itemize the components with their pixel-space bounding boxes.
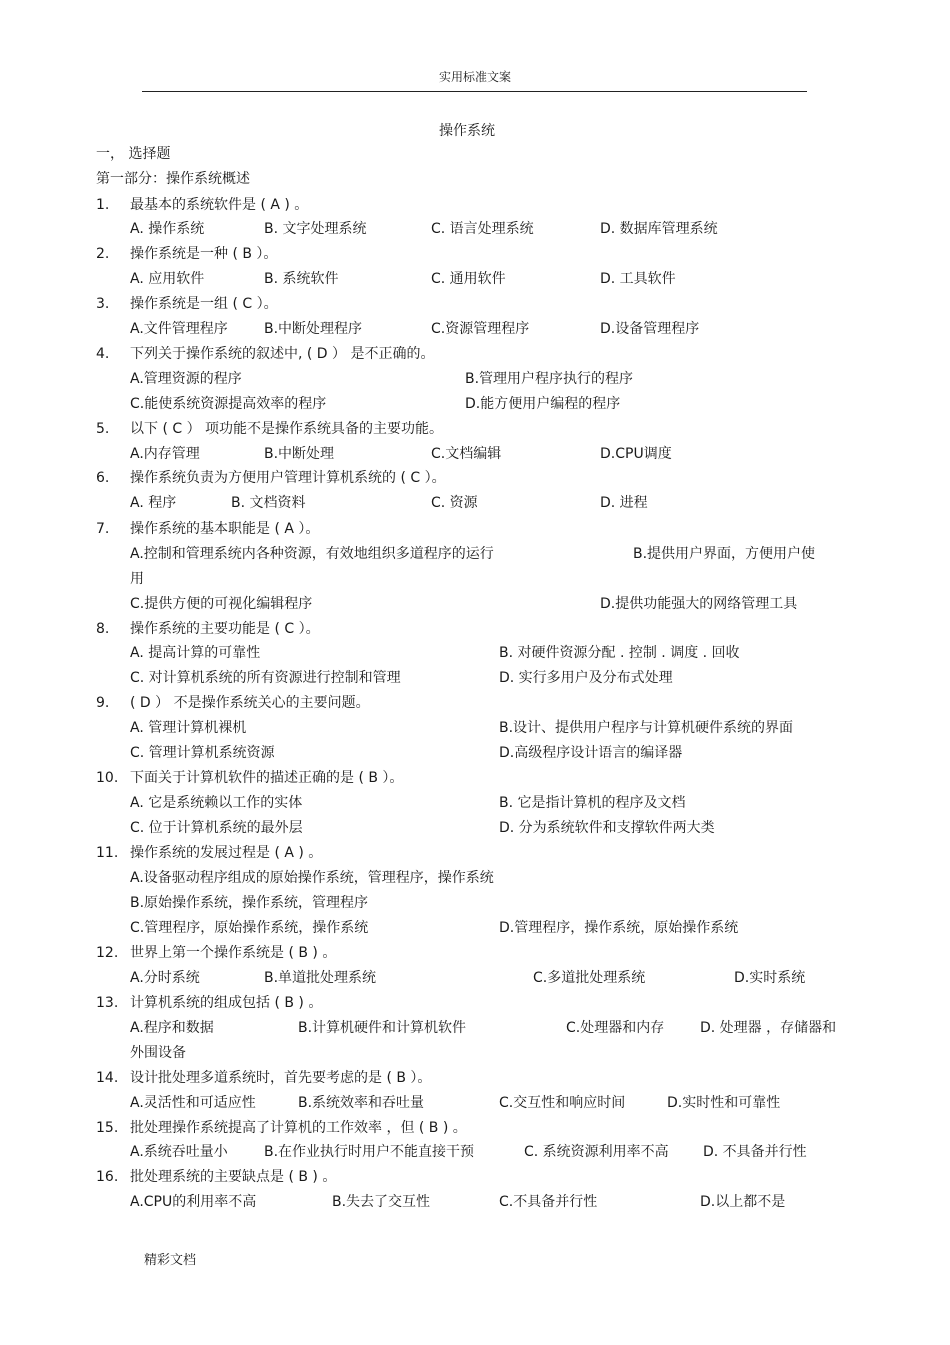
option: C.多道批处理系统: [533, 970, 646, 986]
option: A.内存管理: [130, 446, 200, 462]
option: B.提供用户界面，方便用户使: [633, 546, 816, 562]
option: B.系统效率和吞吐量: [298, 1095, 425, 1111]
option: A. 程序: [130, 495, 177, 511]
option: B.中断处理: [264, 446, 335, 462]
option: A.程序和数据: [130, 1020, 214, 1036]
option: D.实时系统: [734, 970, 806, 986]
option: C. 位于计算机系统的最外层: [130, 820, 303, 836]
option: C.资源管理程序: [431, 321, 530, 337]
page-header: 实用标准文案: [438, 70, 511, 84]
option: A. 它是系统赖以工作的实体: [130, 795, 303, 811]
option: C.处理器和内存: [566, 1020, 665, 1036]
question-stem: 计算机系统的组成包括 ( B ) 。: [130, 995, 323, 1011]
question-stem: 操作系统的发展过程是 ( A ) 。: [130, 845, 323, 861]
option: C.管理程序，原始操作系统，操作系统: [130, 920, 369, 936]
option: D.提供功能强大的网络管理工具: [600, 596, 798, 612]
option: B.中断处理程序: [264, 321, 363, 337]
option: C. 资源: [431, 495, 478, 511]
question-stem: 批处理系统的主要缺点是 ( B ) 。: [130, 1169, 337, 1185]
option: B.原始操作系统，操作系统，管理程序: [130, 895, 369, 911]
option: B.设计、提供用户程序与计算机硬件系统的界面: [499, 720, 794, 736]
option: C. 语言处理系统: [431, 221, 534, 237]
question-number: 14.: [96, 1070, 119, 1086]
option: B. 文档资料: [231, 495, 306, 511]
question-number: 4.: [96, 346, 110, 362]
question-number: 5.: [96, 421, 110, 437]
option: A.分时系统: [130, 970, 200, 986]
question-stem: 操作系统负责为方便用户管理计算机系统的 ( C ）。: [130, 470, 446, 486]
question-stem: 设计批处理多道系统时，首先要考虑的是 ( B ）。: [130, 1070, 432, 1086]
option: D.管理程序，操作系统，原始操作系统: [499, 920, 739, 936]
question-number: 9.: [96, 695, 110, 711]
option: C. 管理计算机系统资源: [130, 745, 275, 761]
option: C.不具备并行性: [499, 1194, 598, 1210]
option: B. 对硬件资源分配 . 控制 . 调度 . 回收: [499, 645, 740, 661]
page-footer: 精彩文档: [144, 1253, 197, 1268]
question-stem: 世界上第一个操作系统是 ( B ) 。: [130, 945, 337, 961]
option: C. 系统资源利用率不高: [524, 1144, 669, 1160]
question-stem: 操作系统的基本职能是 ( A ）。: [130, 521, 320, 537]
option: D. 进程: [600, 495, 648, 511]
option: D. 分为系统软件和支撑软件两大类: [499, 820, 715, 836]
option: D.CPU调度: [600, 446, 672, 462]
question-stem: 最基本的系统软件是 ( A ) 。: [130, 197, 309, 213]
header-rule: [142, 91, 807, 92]
question-stem: 操作系统是一组 ( C ）。: [130, 296, 278, 312]
question-number: 10.: [96, 770, 119, 786]
option: A.CPU的利用率不高: [130, 1194, 257, 1210]
option: B. 它是指计算机的程序及文档: [499, 795, 686, 811]
option: A.设备驱动程序组成的原始操作系统，管理程序，操作系统: [130, 870, 494, 886]
option: D. 不具备并行性: [703, 1144, 807, 1160]
option: D.以上都不是: [700, 1194, 786, 1210]
option-continuation: 外围设备: [130, 1045, 186, 1061]
question-number: 3.: [96, 296, 110, 312]
option: D. 数据库管理系统: [600, 221, 718, 237]
option: A.文件管理程序: [130, 321, 228, 337]
option: D.高级程序设计语言的编译器: [499, 745, 683, 761]
question-stem: 下面关于计算机软件的描述正确的是 ( B ）。: [130, 770, 404, 786]
option: D. 工具软件: [600, 271, 676, 287]
question-number: 11.: [96, 845, 119, 861]
option: C.提供方便的可视化编辑程序: [130, 596, 313, 612]
question-stem: ( D ） 不是操作系统关心的主要问题。: [130, 695, 370, 711]
option: A. 管理计算机裸机: [130, 720, 247, 736]
option: D. 实行多用户及分布式处理: [499, 670, 673, 686]
option: A. 提高计算的可靠性: [130, 645, 261, 661]
question-stem: 以下 ( C ） 项功能不是操作系统具备的主要功能。: [130, 421, 444, 437]
option: B. 系统软件: [264, 271, 339, 287]
option: B.管理用户程序执行的程序: [465, 371, 634, 387]
document-title: 操作系统: [439, 123, 495, 139]
question-number: 16.: [96, 1169, 119, 1185]
option: B.计算机硬件和计算机软件: [298, 1020, 467, 1036]
section-heading: 一， 选择题: [96, 146, 171, 162]
option: C. 通用软件: [431, 271, 506, 287]
option: B. 文字处理系统: [264, 221, 367, 237]
option: B.在作业执行时用户不能直接干预: [264, 1144, 475, 1160]
option-continuation: 用: [130, 571, 144, 587]
option: B.单道批处理系统: [264, 970, 377, 986]
option: A.系统吞吐量小: [130, 1144, 228, 1160]
option: C.文档编辑: [431, 446, 502, 462]
option: A.控制和管理系统内各种资源，有效地组织多道程序的运行: [130, 546, 494, 562]
question-number: 1.: [96, 197, 110, 213]
option: A. 应用软件: [130, 271, 205, 287]
question-number: 15.: [96, 1120, 119, 1136]
question-number: 2.: [96, 246, 110, 262]
option: A.灵活性和可适应性: [130, 1095, 256, 1111]
question-number: 7.: [96, 521, 110, 537]
option: D. 处理器 ，存储器和: [700, 1020, 837, 1036]
option: D.实时性和可靠性: [667, 1095, 781, 1111]
option: D.设备管理程序: [600, 321, 700, 337]
option: C.能使系统资源提高效率的程序: [130, 396, 327, 412]
option: C. 对计算机系统的所有资源进行控制和管理: [130, 670, 401, 686]
question-number: 13.: [96, 995, 119, 1011]
option: B.失去了交互性: [332, 1194, 431, 1210]
option: C.交互性和响应时间: [499, 1095, 626, 1111]
question-number: 6.: [96, 470, 110, 486]
question-stem: 操作系统的主要功能是 ( C ）。: [130, 621, 320, 637]
option: D.能方便用户编程的程序: [465, 396, 621, 412]
option: A. 操作系统: [130, 221, 205, 237]
question-stem: 操作系统是一种 ( B ）。: [130, 246, 278, 262]
question-stem: 批处理操作系统提高了计算机的工作效率 ，但 ( B ) 。: [130, 1120, 467, 1136]
question-number: 12.: [96, 945, 119, 961]
part-heading: 第一部分：操作系统概述: [96, 171, 250, 187]
option: A.管理资源的程序: [130, 371, 242, 387]
question-number: 8.: [96, 621, 110, 637]
question-stem: 下列关于操作系统的叙述中, ( D ） 是不正确的。: [130, 346, 435, 362]
